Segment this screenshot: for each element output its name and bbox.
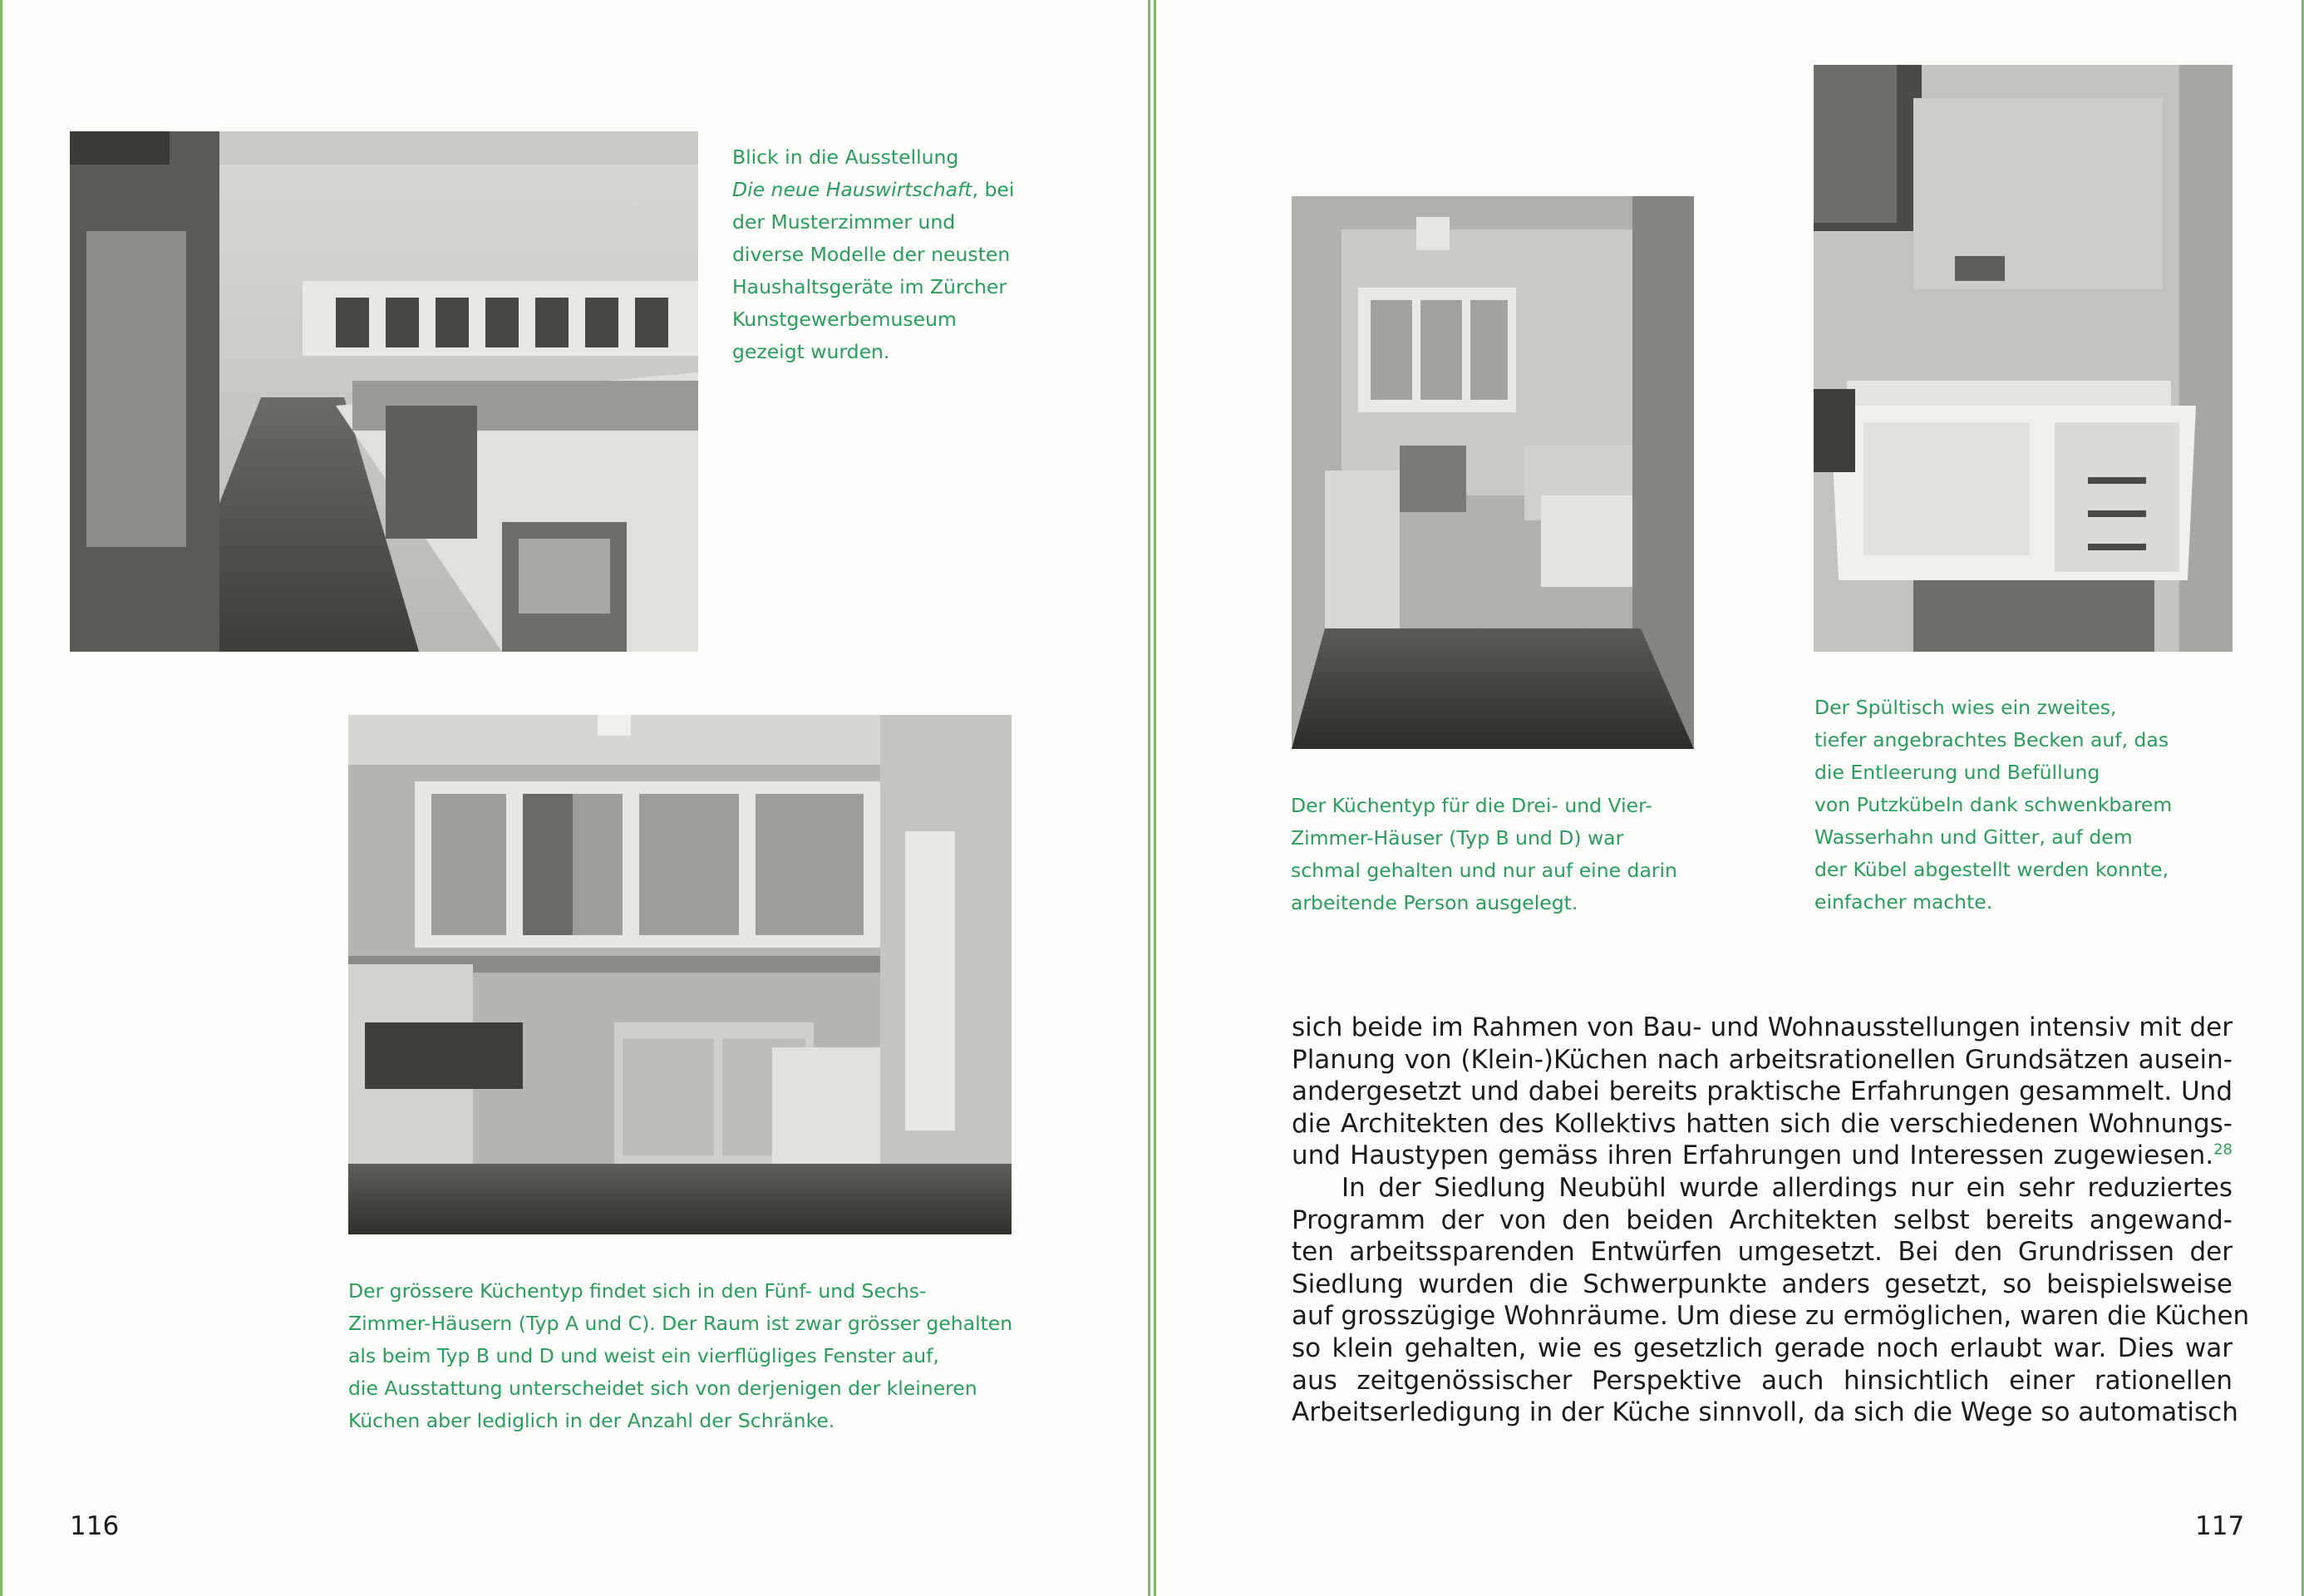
page-number-left: 116 <box>70 1511 120 1541</box>
caption-sink <box>1814 692 2172 919</box>
caption-line: tiefer angebrachtes Becken auf, das <box>1814 728 2169 751</box>
body-line: Programm der von den beiden Architekten selbst bereits angewand- <box>1292 1204 2233 1235</box>
body-line <box>1292 1140 2233 1172</box>
body-line-text: und Haustypen gemäss ihren Erfahrungen und Interessen zugewiesen. <box>1292 1140 2214 1171</box>
caption-line: die Ausstattung unterscheidet sich von derjenigen der kleineren <box>348 1377 977 1400</box>
caption-line: Der Spültisch wies ein zweites, <box>1814 696 2117 719</box>
caption-line: arbeitende Person ausgelegt. <box>1291 891 1578 914</box>
caption-line: Der grössere Küchentyp findet sich in den Fünf- und Sechs- <box>348 1279 927 1303</box>
caption-small-kitchen <box>1291 790 1677 919</box>
body-line: andergesetzt und dabei bereits praktische Erfahrungen gesammelt. Und <box>1292 1076 2233 1107</box>
caption-line: Blick in die Ausstellung <box>732 145 959 169</box>
body-line: ten arbeitssparenden Entwürfen umgesetzt. Bei den Grundrissen der <box>1292 1237 2233 1268</box>
gutter <box>1148 0 1156 1596</box>
caption-line: gezeigt wurden. <box>732 340 890 363</box>
caption-line: Küchen aber lediglich in der Anzahl der Schränke. <box>348 1409 835 1432</box>
caption-line: von Putzkübeln dank schwenkbarem <box>1814 793 2173 816</box>
body-line: In der Siedlung Neubühl wurde allerdings nur ein sehr reduziertes <box>1342 1172 2233 1203</box>
caption-line: schmal gehalten und nur auf eine darin <box>1291 859 1677 882</box>
photo-large-kitchen <box>348 715 1012 1234</box>
caption-line <box>732 174 1014 206</box>
caption-line: der Kübel abgestellt werden konnte, <box>1814 858 2169 881</box>
photo-sink <box>1814 65 2233 652</box>
caption-line: der Musterzimmer und <box>732 210 956 234</box>
caption-exhibition <box>732 141 1014 368</box>
body-line: sich beide im Rahmen von Bau- und Wohnausstellungen intensiv mit der <box>1292 1012 2233 1042</box>
caption-line: einfacher machte. <box>1814 890 1993 914</box>
body-line: die Architekten des Kollektivs hatten sich die verschiedenen Wohnungs- <box>1292 1108 2233 1139</box>
caption-line: Der Küchentyp für die Drei- und Vier- <box>1291 794 1652 817</box>
body-line: Arbeitserledigung in der Küche sinnvoll, da sich die Wege so automatisch <box>1292 1397 2238 1428</box>
caption-line: die Entleerung und Befüllung <box>1814 761 2100 784</box>
caption-line: Zimmer-Häuser (Typ B und D) war <box>1291 826 1624 850</box>
body-line: Planung von (Klein-)Küchen nach arbeitsrationellen Grundsätzen ausein- <box>1292 1044 2233 1075</box>
body-text <box>1292 1012 2250 1429</box>
body-line: Siedlung wurden die Schwerpunkte anders gesetzt, so beispielsweise <box>1292 1268 2233 1299</box>
caption-line: Kunstgewerbemuseum <box>732 308 957 331</box>
body-line: auf grosszügige Wohnräume. Um diese zu ermöglichen, waren die Küchen <box>1292 1301 2250 1332</box>
caption-line: als beim Typ B und D und weist ein vierflügliges Fenster auf, <box>348 1344 939 1367</box>
footnote-ref[interactable]: 28 <box>2213 1141 2233 1160</box>
body-line: aus zeitgenössischer Perspektive auch hinsichtlich einer rationellen <box>1292 1365 2233 1396</box>
caption-line: Wasserhahn und Gitter, auf dem <box>1814 825 2133 849</box>
caption-line: Zimmer-Häusern (Typ A und C). Der Raum ist zwar grösser gehalten <box>348 1312 1013 1335</box>
caption-line: Haushaltsgeräte im Zürcher <box>732 275 1007 298</box>
caption-line: diverse Modelle der neusten <box>732 243 1011 266</box>
body-line: so klein gehalten, wie es gesetzlich gerade noch erlaubt war. Dies war <box>1292 1332 2233 1363</box>
caption-large-kitchen <box>348 1275 1012 1437</box>
caption-fragment: , bei <box>972 178 1015 201</box>
page-number-right: 117 <box>2195 1511 2245 1541</box>
exhibition-title: Die neue Hauswirtschaft <box>732 178 972 201</box>
photo-exhibition <box>70 131 698 652</box>
photo-small-kitchen <box>1292 196 1694 749</box>
left-page-edge <box>0 0 2 1596</box>
